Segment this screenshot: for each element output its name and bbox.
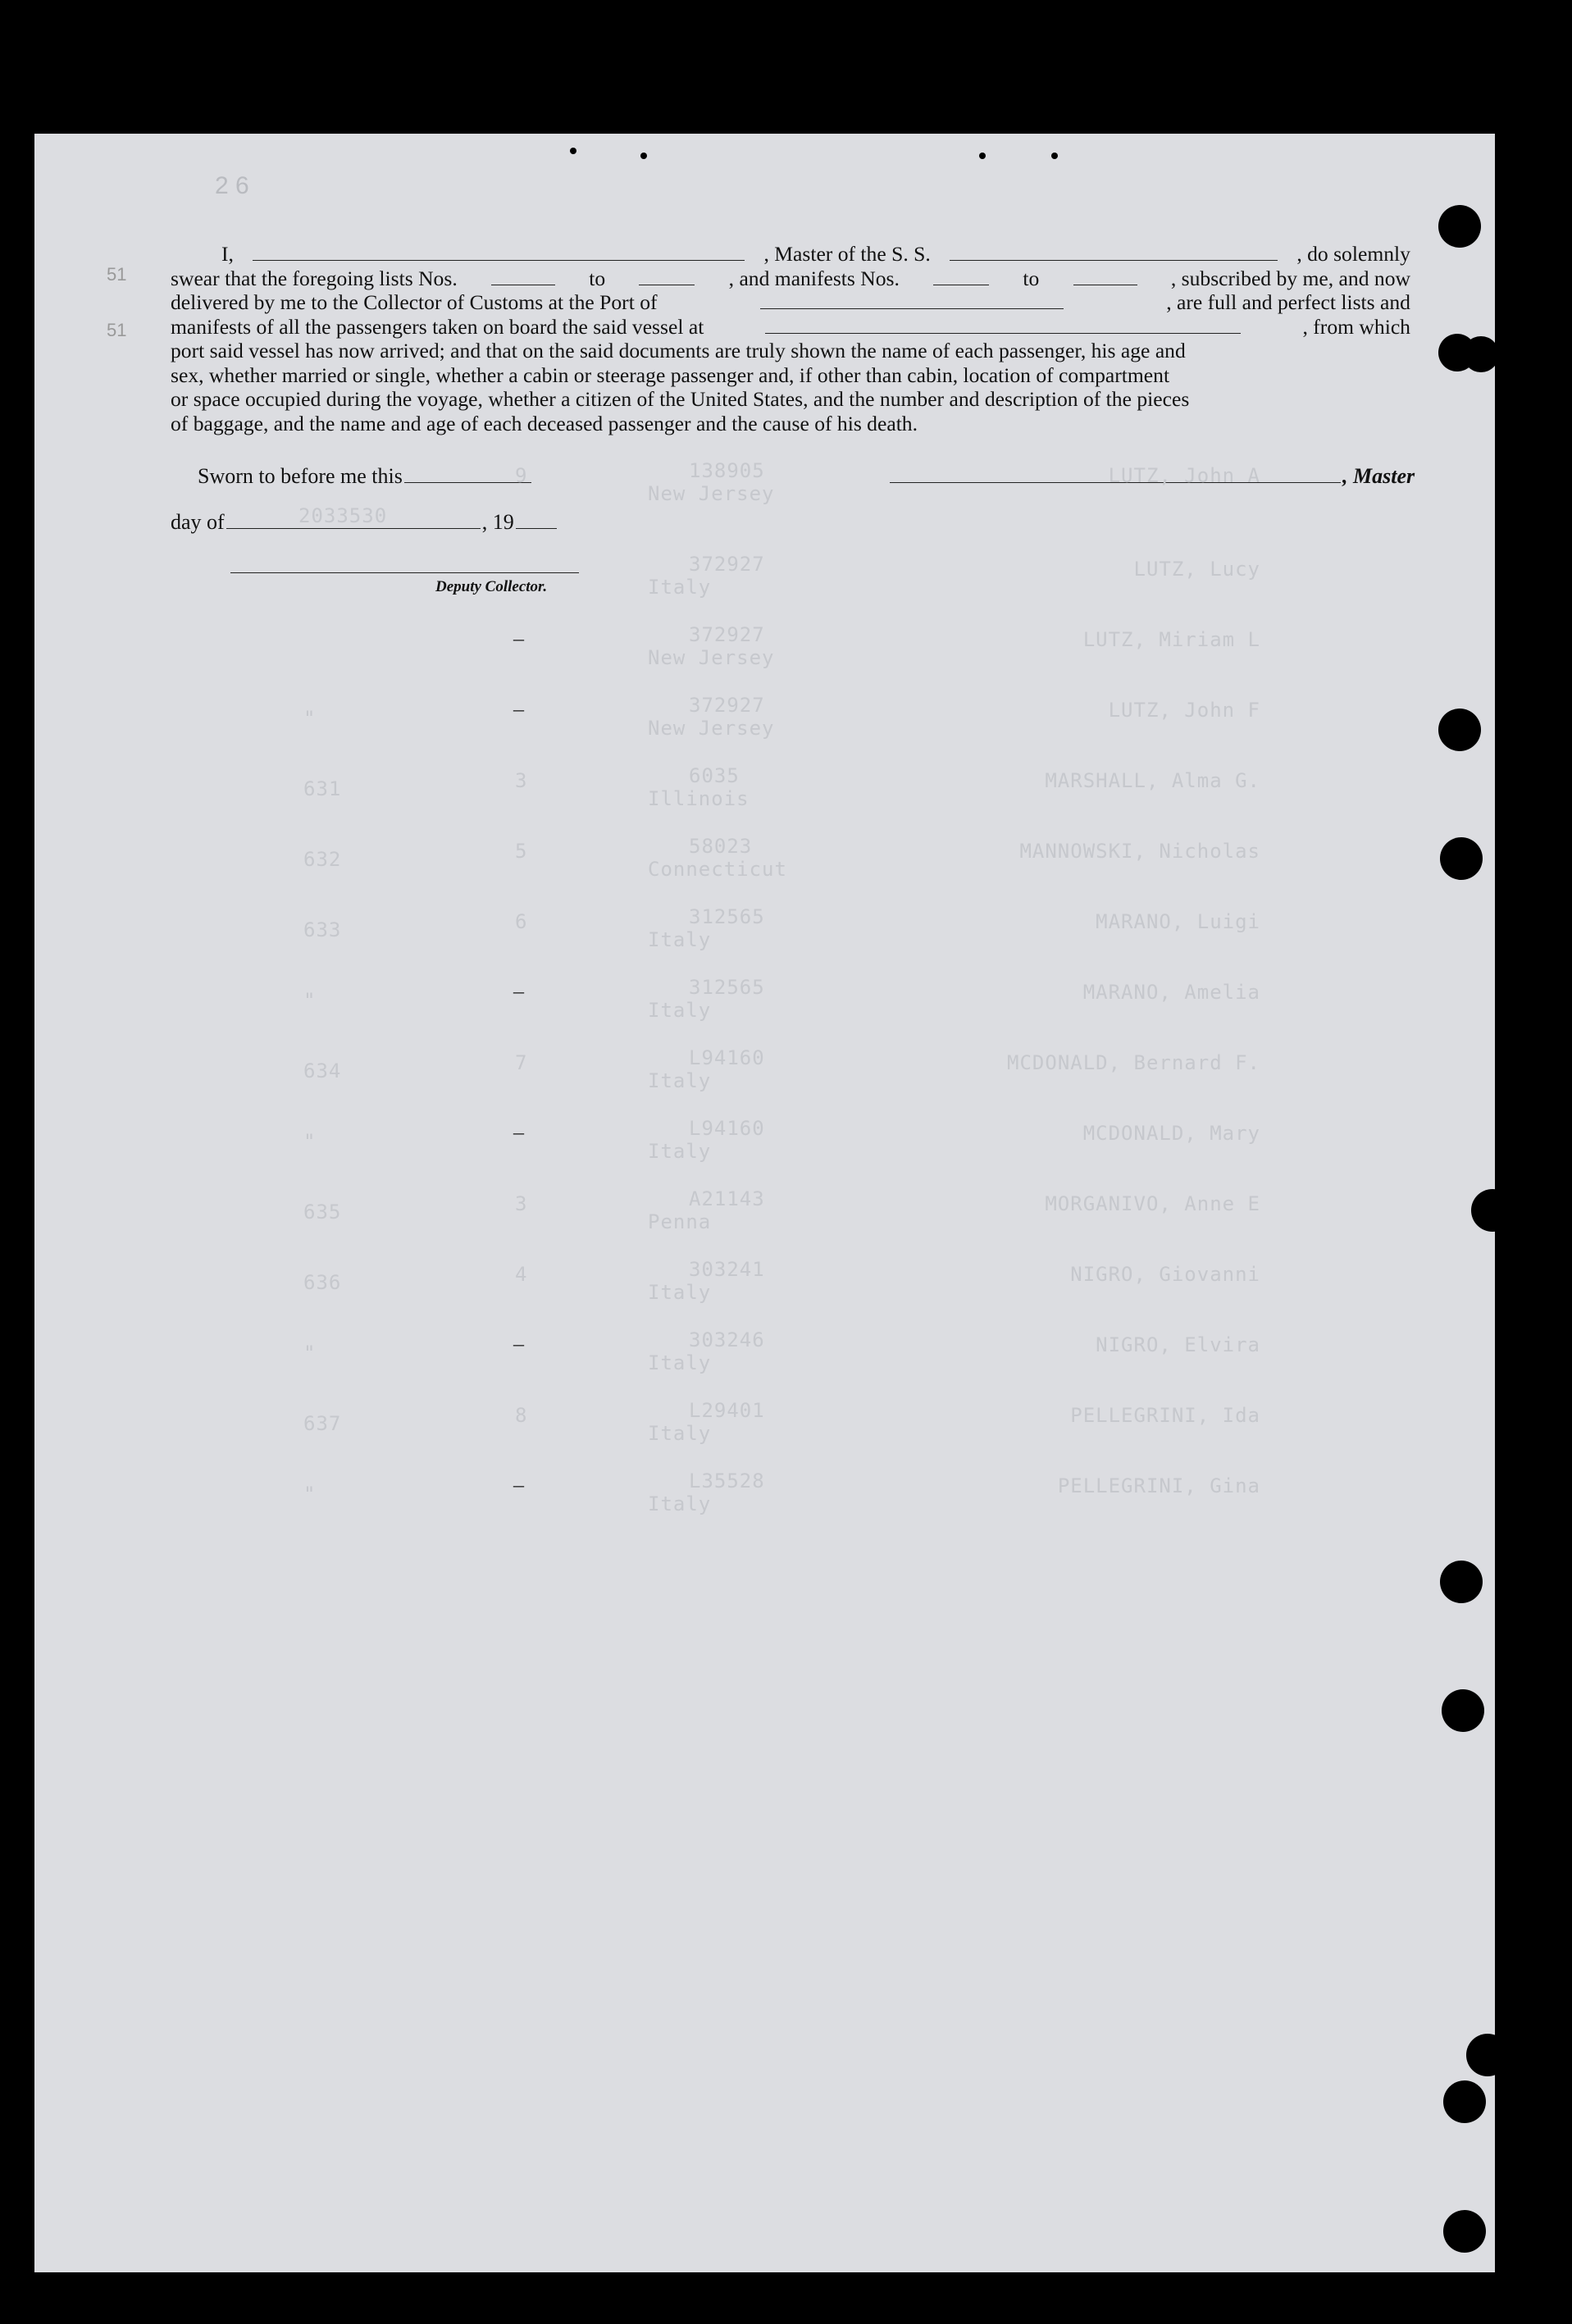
place-faint: New Jersey <box>648 717 775 740</box>
oath-swear: swear that the foregoing lists Nos. <box>171 266 458 290</box>
passenger-name-faint: MANNOWSKI, Nicholas <box>1019 840 1260 863</box>
oath-do-solemnly: , do solemnly <box>1296 242 1410 266</box>
doc-number-faint: 138905 <box>689 459 765 482</box>
ship-name-field[interactable] <box>950 245 1278 261</box>
doc-number-faint: 303241 <box>689 1258 765 1281</box>
sworn-label <box>198 464 533 489</box>
sworn-day-field[interactable] <box>404 467 531 483</box>
code-faint: 631 <box>303 777 342 800</box>
row-number-faint: 5 <box>515 840 528 863</box>
place-faint: Italy <box>648 1351 712 1374</box>
place-faint: Italy <box>648 576 712 599</box>
row-number-faint: 6 <box>515 910 528 933</box>
doc-number-faint: L29401 <box>689 1399 765 1422</box>
row-dash: – <box>513 1332 524 1356</box>
margin-mark: 51 <box>107 320 127 340</box>
punch-hole <box>1438 709 1481 751</box>
passenger-name-faint: MARSHALL, Alma G. <box>1045 769 1260 792</box>
oath-full-perfect: , are full and perfect lists and <box>1166 290 1410 314</box>
row-dash: – <box>513 1120 524 1144</box>
doc-number-faint: L35528 <box>689 1470 765 1492</box>
oath-from-which: , from which <box>1302 314 1410 339</box>
place-faint: Italy <box>648 1281 712 1304</box>
passenger-name-faint: LUTZ, Lucy <box>1133 558 1260 581</box>
place-faint: Italy <box>648 1140 712 1163</box>
passenger-name-faint: NIGRO, Giovanni <box>1070 1263 1260 1286</box>
oath-line <box>171 412 1410 436</box>
deputy-collector-label: Deputy Collector. <box>435 578 548 595</box>
place-faint: Connecticut <box>648 858 787 881</box>
row-number-faint: 8 <box>515 1404 528 1427</box>
doc-number-faint: A21143 <box>689 1187 765 1210</box>
punch-hole <box>1471 1189 1514 1232</box>
row-number-faint: 3 <box>515 1192 528 1215</box>
oath-to: to <box>589 266 606 290</box>
doc-number-faint: 6035 <box>689 764 740 787</box>
passenger-name-faint: MARANO, Amelia <box>1082 981 1260 1004</box>
master-label: , Master <box>1342 464 1415 488</box>
place-faint: New Jersey <box>648 482 775 505</box>
oath-to: to <box>1023 266 1040 290</box>
punch-hole <box>1443 2080 1486 2123</box>
oath-text: of baggage, and the name and age of each deceased passenger and the cause of his death. <box>171 411 918 435</box>
staple-mark <box>979 153 986 159</box>
doc-number-faint: 372927 <box>689 694 765 717</box>
passenger-name-faint: PELLEGRINI, Gina <box>1057 1474 1260 1497</box>
code-faint: 636 <box>303 1271 342 1294</box>
staple-mark <box>570 148 576 154</box>
oath-line <box>171 387 1410 412</box>
passenger-name-faint: MCDONALD, Bernard F. <box>1007 1051 1260 1074</box>
port-field[interactable] <box>760 294 1064 309</box>
passenger-name-faint: MCDONALD, Mary <box>1082 1122 1260 1145</box>
passenger-name-faint: MARANO, Luigi <box>1096 910 1260 933</box>
place-faint: Italy <box>648 1492 712 1515</box>
doc-number-faint: L94160 <box>689 1117 765 1140</box>
punch-hole <box>1440 1561 1483 1603</box>
row-number-faint: 9 <box>515 464 528 487</box>
code-faint: " <box>303 1483 317 1506</box>
passenger-name-faint: LUTZ, John A <box>1108 464 1260 487</box>
doc-number-faint: 312565 <box>689 976 765 999</box>
code-faint: 637 <box>303 1412 342 1435</box>
staple-mark <box>1051 153 1058 159</box>
oath-subscribed: , subscribed by me, and now <box>1170 266 1410 290</box>
doc-number-faint: 372927 <box>689 623 765 646</box>
year-prefix: , 19 <box>481 510 514 534</box>
oath-text: sex, whether married or single, whether a cabin or steerage passenger and, if other than cabin, location of compartment <box>171 362 1170 387</box>
oath-master-of: , Master of the S. S. <box>763 242 931 266</box>
departure-port-field[interactable] <box>765 318 1241 334</box>
code-faint: 632 <box>303 848 342 871</box>
passenger-name-faint: MORGANIVO, Anne E <box>1045 1192 1260 1215</box>
row-dash: – <box>513 627 524 650</box>
row-number-faint: 4 <box>515 1263 528 1286</box>
code-faint: " <box>303 989 317 1012</box>
code-faint: 635 <box>303 1201 342 1224</box>
code-faint: 633 <box>303 918 342 941</box>
punch-hole <box>1466 2034 1509 2076</box>
row-dash: – <box>513 697 524 721</box>
margin-mark: 51 <box>107 264 127 285</box>
doc-number-faint: L94160 <box>689 1046 765 1069</box>
lists-to-field[interactable] <box>639 270 695 285</box>
row-number-faint: 7 <box>515 1051 528 1074</box>
punch-hole <box>1463 336 1499 372</box>
place-faint: Italy <box>648 1422 712 1445</box>
punch-hole <box>1443 2210 1486 2253</box>
place-faint: Penna <box>648 1210 712 1233</box>
master-oath-paragraph <box>171 242 1410 435</box>
punch-hole <box>1442 1689 1484 1732</box>
manifests-to-field[interactable] <box>1073 270 1137 285</box>
place-faint: Illinois <box>648 787 750 810</box>
doc-number-faint: 303246 <box>689 1328 765 1351</box>
master-name-field[interactable] <box>253 245 745 261</box>
row-dash: – <box>513 979 524 1003</box>
punch-hole <box>1440 837 1483 880</box>
faint-day-number: 2033530 <box>298 504 388 527</box>
row-dash: – <box>513 1473 524 1497</box>
lists-from-field[interactable] <box>491 270 555 285</box>
oath-line <box>171 339 1410 363</box>
doc-number-faint: 58023 <box>689 835 753 858</box>
sworn-text: Sworn to before me this <box>198 464 403 488</box>
doc-number-faint: 312565 <box>689 905 765 928</box>
code-faint: " <box>303 1130 317 1153</box>
staple-mark <box>640 153 647 159</box>
place-faint: New Jersey <box>648 646 775 669</box>
oath-delivered: delivered by me to the Collector of Customs at the Port of <box>171 290 658 314</box>
oath-text: or space occupied during the voyage, whether a citizen of the United States, and the number and description of the pieces <box>171 387 1190 411</box>
day-of-text: day of <box>171 510 225 534</box>
code-faint: 634 <box>303 1059 342 1082</box>
code-faint: " <box>303 1342 317 1365</box>
oath-text: port said vessel has now arrived; and that on the said documents are truly shown the name of each passenger, his age and <box>171 339 1186 362</box>
place-faint: Italy <box>648 999 712 1022</box>
passenger-name-faint: LUTZ, Miriam L <box>1082 628 1260 651</box>
oath-and-manifests: , and manifests Nos. <box>728 266 900 290</box>
oath-line <box>171 363 1410 388</box>
code-faint: " <box>303 707 317 730</box>
manifests-from-field[interactable] <box>933 270 989 285</box>
passenger-name-faint: NIGRO, Elvira <box>1096 1333 1260 1356</box>
place-faint: Italy <box>648 928 712 951</box>
passenger-name-faint: PELLEGRINI, Ida <box>1070 1404 1260 1427</box>
passenger-name-faint: LUTZ, John F <box>1108 699 1260 722</box>
oath-i: I, <box>221 242 234 266</box>
oath-manifests-all: manifests of all the passengers taken on board the said vessel at <box>171 314 704 339</box>
place-faint: Italy <box>648 1069 712 1092</box>
year-field[interactable] <box>516 513 557 529</box>
deputy-signature-line[interactable] <box>230 558 579 573</box>
punch-hole <box>1438 205 1481 248</box>
row-number-faint: 3 <box>515 769 528 792</box>
doc-number-faint: 372927 <box>689 553 765 576</box>
top-number-faint: 2 6 <box>215 172 249 199</box>
